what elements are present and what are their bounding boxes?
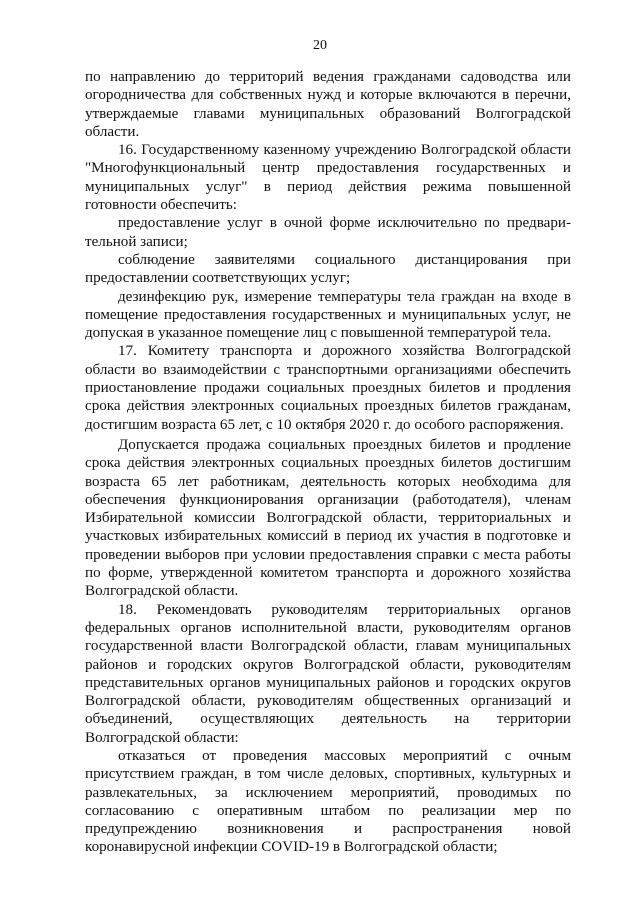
document-body xyxy=(85,68,571,857)
paragraph-subitem: соблюдение заявителями социального дистанцирования при предоставлении соответствующих услуг; xyxy=(85,251,571,287)
paragraph-subitem: отказаться от проведения массовых мероприятий с очным присутствием граждан, в том числе деловых, спортивных, культурных и развлекательных, за исключением мероприятий, проводимых по согласованию с оперативным штабом по реализации мер по предупреждению возникновения и распространения новой коронавирусной инфекции COVID-19 в Волгоградской области; xyxy=(85,747,571,856)
paragraph-item-17: 17. Комитету транспорта и дорожного хозяйства Волгоградской области во взаимодействии с транспортными организациями обеспечить приостановление продажи социальных проездных билетов и продления срока действия электронных социальных проездных билетов гражданам, достигшим возраста 65 лет, с 10 октября 2020 г. до особого распоряжения. xyxy=(85,343,571,433)
paragraph-subitem: предоставление услуг в очной форме исключительно по предварительной записи; xyxy=(85,215,571,250)
paragraph-item-16: 16. Государственному казенному учреждению Волгоградской области "Многофункциональный центр предоставления государственных и муниципальных услуг" в период действия режима повышенной готовности обеспечить: xyxy=(85,142,571,214)
paragraph-item-17-exception: Допускается продажа социальных проездных билетов и продление срока действия электронных социальных проездных билетов достигшим возраста 65 лет работникам, деятельность которых необходима для обеспечения функционирования организации (работодателя), членам Избирательной комиссии Волгоградской области, территориальных и участковых избирательных комиссий в период их участия в подготовке и проведении выборов при условии предоставления справки с места работы по форме, утвержденной комитетом транспорта и дорожного хозяйства Волгоградской области. xyxy=(85,436,571,600)
page-number: 20 xyxy=(313,38,327,53)
paragraph-subitem: дезинфекцию рук, измерение температуры тела граждан на входе в помещение предоставления государственных и муниципальных услуг, не допуская в указанное помещение лиц с повышенной температурой тела. xyxy=(85,288,571,342)
paragraph-continuation: по направлению до территорий ведения гражданами садоводства или огородничества для собственных нужд и которые включаются в перечни, утверждаемые главами муниципальных образований Волгоградской области. xyxy=(85,69,571,140)
paragraph-item-18: 18. Рекомендовать руководителям территориальных органов федеральных органов исполнительной власти, руководителям органов государственной власти Волгоградской области, главам муниципальных районов и городских округов Волгоградской области, руководителям представительных органов муниципальных районов и городских округов Волгоградской области, руководителям общественных организаций и объединений, осуществляющих деятельность на территории Волгоградской области: xyxy=(85,601,571,746)
